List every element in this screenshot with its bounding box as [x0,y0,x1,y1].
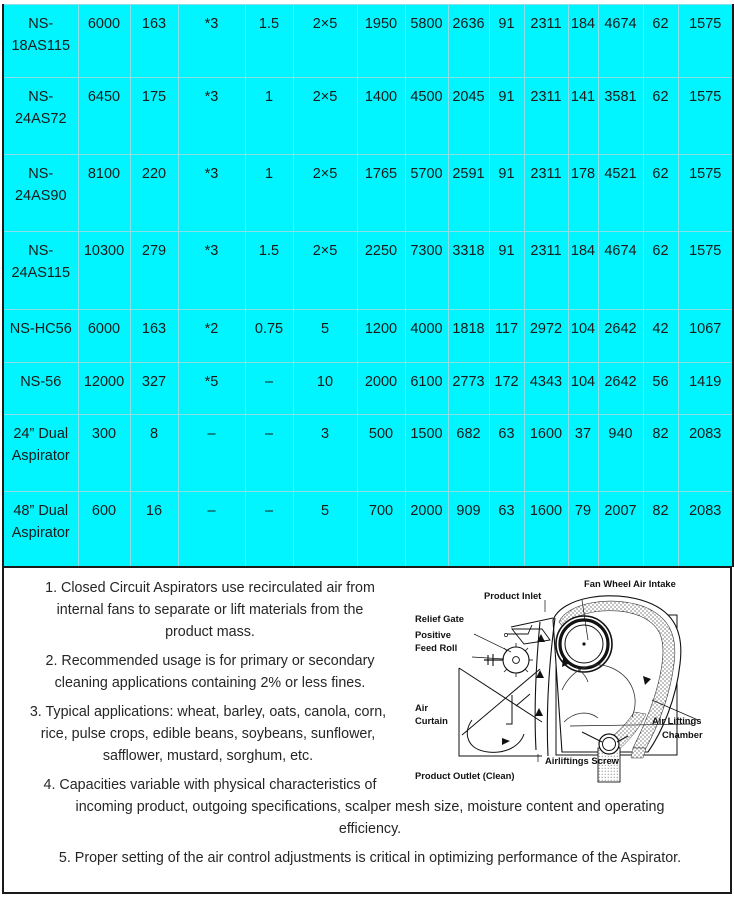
specification-table-container [2,4,732,566]
cell-fan-hp: *3 [178,155,245,232]
table-row [3,232,733,310]
cell-weight-lb: 5800 [405,5,448,78]
cell-model: 48” Dual Aspirator [3,492,78,567]
cell-dim-a-in: 91 [489,155,524,232]
note-item-1-line-3: product mass. [165,624,255,640]
cell-dim-a-mm: 1600 [524,415,568,492]
note-item-2-line-1: 2. Recommended usage is for primary or secondary [45,653,375,669]
cell-cfm: 2250 [357,232,405,310]
label-air: Air [415,702,429,713]
table-row [3,310,733,363]
cell-fan-hp: *5 [178,363,245,415]
cell-dim-b-in: 79 [568,492,598,567]
diagram-inlet-section [484,618,553,677]
label-airliftings-screw: Airliftings Screw [545,755,619,766]
cell-capacity-mt-hr: 220 [130,155,178,232]
label-product-inlet: Product Inlet [484,590,542,601]
cell-fan-hp: *3 [178,232,245,310]
cell-cfm: 1400 [357,78,405,155]
cell-airlock-screw: 5 [293,310,357,363]
cell-dim-b-mm: 4674 [598,232,643,310]
cell-cfm: 1200 [357,310,405,363]
cell-model: 24” Dual Aspirator [3,415,78,492]
cell-dim-c-mm: 1575 [678,232,733,310]
cell-dim-b-in: 141 [568,78,598,155]
cell-model: NS-24AS72 [3,78,78,155]
cell-feed-roll-hp: 1.5 [245,232,293,310]
cell-dim-a-mm: 2972 [524,310,568,363]
cell-capacity-mt-hr: 16 [130,492,178,567]
diagram-air-curtain-section [459,668,542,756]
cell-dim-c-in: 62 [643,155,678,232]
label-chamber: Chamber [662,729,703,740]
cell-capacity-mt-hr: 8 [130,415,178,492]
label-curtain: Curtain [415,715,448,726]
cell-dim-b-in: 104 [568,310,598,363]
cell-dim-b-mm: 2642 [598,363,643,415]
note-item-1-line-1: 1. Closed Circuit Aspirators use recirculated air from [45,580,375,596]
cell-weight-lb: 4000 [405,310,448,363]
cell-capacity-mt-hr: 163 [130,5,178,78]
note-item-3-line-2: rice, pulse crops, edible beans, soybeans, sunflower, [40,726,376,742]
cell-fan-hp: – [178,492,245,567]
cell-dim-c-in: 56 [643,363,678,415]
cell-feed-roll-hp: – [245,415,293,492]
cell-weight-kg: 682 [448,415,489,492]
cell-dim-a-mm: 1600 [524,492,568,567]
label-air-liftings: Air Liftings [652,715,702,726]
cell-dim-a-in: 91 [489,78,524,155]
cell-capacity-bu-hr: 600 [78,492,130,567]
note-item-1-line-2: internal fans to separate or lift materials from the [56,602,364,618]
cell-airlock-screw: 10 [293,363,357,415]
cell-dim-b-mm: 940 [598,415,643,492]
cell-dim-a-mm: 2311 [524,232,568,310]
specification-table-body [3,5,733,567]
cell-dim-b-in: 37 [568,415,598,492]
cell-feed-roll-hp: 0.75 [245,310,293,363]
cell-capacity-mt-hr: 279 [130,232,178,310]
cell-fan-hp: *3 [178,5,245,78]
cell-airlock-screw: 3 [293,415,357,492]
cell-capacity-bu-hr: 10300 [78,232,130,310]
cell-capacity-bu-hr: 8100 [78,155,130,232]
cell-cfm: 2000 [357,363,405,415]
cell-dim-a-mm: 2311 [524,5,568,78]
cell-dim-c-mm: 1575 [678,5,733,78]
cell-cfm: 1950 [357,5,405,78]
cell-cfm: 700 [357,492,405,567]
cell-capacity-mt-hr: 327 [130,363,178,415]
cell-cfm: 500 [357,415,405,492]
cell-dim-a-in: 117 [489,310,524,363]
cell-dim-c-in: 62 [643,5,678,78]
cell-airlock-screw: 5 [293,492,357,567]
note-item-2-line-2: cleaning applications containing 2% or less fines. [54,675,366,691]
cell-weight-lb: 6100 [405,363,448,415]
cell-feed-roll-hp: 1.5 [245,5,293,78]
cell-dim-c-in: 82 [643,492,678,567]
cell-capacity-bu-hr: 6000 [78,310,130,363]
cell-dim-b-mm: 4674 [598,5,643,78]
cell-capacity-mt-hr: 175 [130,78,178,155]
cell-model: NS-24AS115 [3,232,78,310]
cell-model: NS-56 [3,363,78,415]
cell-dim-a-in: 91 [489,5,524,78]
label-fan-wheel-air-intake: Fan Wheel Air Intake [584,578,676,589]
cell-airlock-screw: 2×5 [293,155,357,232]
cell-airlock-screw: 2×5 [293,232,357,310]
table-row [3,363,733,415]
cell-dim-a-in: 63 [489,492,524,567]
aspirator-cutaway-diagram [412,572,730,784]
notes-panel [2,566,732,894]
cell-dim-b-mm: 2007 [598,492,643,567]
cell-capacity-bu-hr: 6000 [78,5,130,78]
cell-weight-kg: 909 [448,492,489,567]
cell-dim-b-mm: 4521 [598,155,643,232]
cell-dim-b-mm: 3581 [598,78,643,155]
table-row [3,78,733,155]
note-item-4-line-2: incoming product, outgoing specifications, scalper mesh size, moisture content and operating [75,799,665,815]
cell-fan-hp: – [178,415,245,492]
cell-feed-roll-hp: – [245,492,293,567]
cell-weight-kg: 3318 [448,232,489,310]
cell-weight-lb: 2000 [405,492,448,567]
label-relief-gate: Relief Gate [415,613,464,624]
cell-capacity-bu-hr: 300 [78,415,130,492]
cell-dim-a-in: 172 [489,363,524,415]
cell-dim-a-in: 63 [489,415,524,492]
cell-dim-a-in: 91 [489,232,524,310]
cell-model: NS-24AS90 [3,155,78,232]
note-item-4-line-3: efficiency. [338,821,402,837]
cell-weight-lb: 4500 [405,78,448,155]
cell-airlock-screw: 2×5 [293,5,357,78]
cell-dim-a-mm: 2311 [524,155,568,232]
cell-dim-c-mm: 1575 [678,78,733,155]
cell-dim-c-mm: 1419 [678,363,733,415]
cell-fan-hp: *3 [178,78,245,155]
table-row [3,415,733,492]
cell-capacity-bu-hr: 12000 [78,363,130,415]
cell-feed-roll-hp: – [245,363,293,415]
cell-dim-c-mm: 2083 [678,492,733,567]
cell-weight-kg: 2636 [448,5,489,78]
cell-feed-roll-hp: 1 [245,78,293,155]
cell-model: NS-18AS115 [3,5,78,78]
cell-model: NS-HC56 [3,310,78,363]
cell-capacity-bu-hr: 6450 [78,78,130,155]
cell-weight-kg: 1818 [448,310,489,363]
table-row [3,492,733,567]
note-item-5-line-1: 5. Proper setting of the air control adjustments is critical in optimizing performance of the Aspirator. [58,850,682,866]
cell-cfm: 1765 [357,155,405,232]
cell-weight-lb: 7300 [405,232,448,310]
cell-dim-b-mm: 2642 [598,310,643,363]
notes-content [4,568,730,892]
cell-dim-b-in: 184 [568,5,598,78]
specification-table [2,4,734,567]
table-row [3,5,733,78]
cell-dim-c-mm: 1067 [678,310,733,363]
cell-dim-c-in: 42 [643,310,678,363]
cell-dim-c-mm: 1575 [678,155,733,232]
cell-dim-b-in: 184 [568,232,598,310]
cell-weight-lb: 5700 [405,155,448,232]
cell-weight-lb: 1500 [405,415,448,492]
cell-capacity-mt-hr: 163 [130,310,178,363]
cell-dim-b-in: 104 [568,363,598,415]
cell-weight-kg: 2773 [448,363,489,415]
label-positive: Positive [415,629,451,640]
cell-dim-c-in: 62 [643,78,678,155]
label-feed-roll: Feed Roll [415,642,458,653]
cell-dim-b-in: 178 [568,155,598,232]
cell-weight-kg: 2045 [448,78,489,155]
note-item-4-line-1: 4. Capacities variable with physical characteristics of [43,777,377,793]
cell-dim-c-in: 82 [643,415,678,492]
cell-dim-c-in: 62 [643,232,678,310]
cell-dim-a-mm: 2311 [524,78,568,155]
cell-feed-roll-hp: 1 [245,155,293,232]
cell-dim-c-mm: 2083 [678,415,733,492]
label-product-outlet-clean: Product Outlet (Clean) [415,770,515,781]
cell-airlock-screw: 2×5 [293,78,357,155]
cell-fan-hp: *2 [178,310,245,363]
note-item-3-line-3: safflower, mustard, sorghum, etc. [102,748,314,764]
cell-dim-a-mm: 4343 [524,363,568,415]
note-item-3-line-1: 3. Typical applications: wheat, barley, oats, canola, corn, [29,704,387,720]
table-row [3,155,733,232]
cell-weight-kg: 2591 [448,155,489,232]
